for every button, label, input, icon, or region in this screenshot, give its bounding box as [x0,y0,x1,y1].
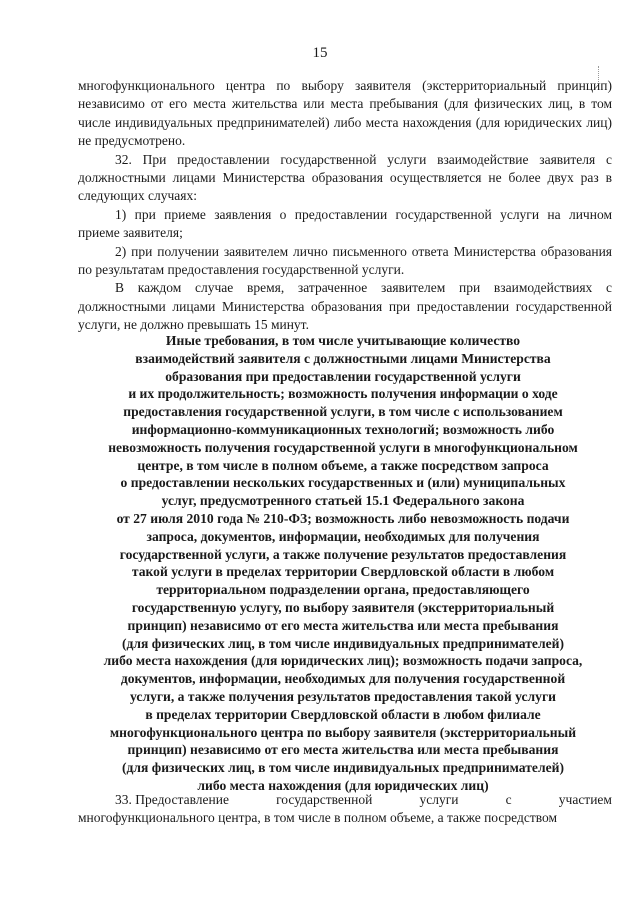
heading-line: взаимодействий заявителя с должностными лицами Министерства [135,350,551,366]
heading-line: либо места нахождения (для юридических лиц) [197,777,489,793]
heading-line: либо места нахождения (для юридических лиц); возможность подачи запроса, [103,653,583,669]
clause-33-line-2: многофункционального центра, в том числе в полном объеме, а также посредством [78,810,558,826]
heading-line: невозможность получения государственной услуги в многофункциональном [108,439,578,455]
body-text [78,77,612,335]
heading-line: такой услуги в пределах территории Свердловской области в любом [131,564,555,580]
heading-line: государственной услуги, а также получение результатов предоставления [119,546,567,562]
clause-33-word: с [505,792,512,807]
heading-line: государственную услугу, по выбору заявителя (экстерриториальный [131,599,555,615]
heading-line: (для физических лиц, в том числе индивидуальных предпринимателей) [122,760,564,776]
clause-33-line-1 [78,791,612,809]
heading-line: запроса, документов, информации, необходимых для получения [146,528,540,544]
clause-32-paragraph: 32. При предоставлении государственной услуги взаимодействие заявителя с должностными лицами Министерства образования осуществляется не более двух раз в следующих случаях: [78,151,612,204]
heading-line: о предоставлении нескольких государственных и (или) муниципальных [120,475,566,491]
heading-line: предоставления государственной услуги, в том числе с использованием [123,404,563,420]
clause-33-word: услуги [419,792,459,807]
heading-line: и их продолжительность; возможность получения информации о ходе [128,386,558,402]
clause-33 [78,791,612,828]
page-number: 15 [312,45,328,61]
heading-line: образования при предоставлении государственной услуги [165,368,521,384]
clause-32-time-note: В каждом случае время, затраченное заявителем при взаимодействиях с должностными лицами Министерства образования при предоставлении государственной услуги, не должно превышать 15 минут. [78,280,612,333]
heading-line: многофункционального центра по выбору заявителя (экстерриториальный [109,724,577,740]
heading-line: информационно-коммуникационных технологий; возможность либо [131,421,555,437]
heading-line: территориальном подразделении органа, предоставляющего [156,582,530,598]
heading-line: в пределах территории Свердловской области в любом филиале [145,706,541,722]
heading-line: документов, информации, необходимых для получения государственной [120,671,566,687]
clause-32-item-2: 2) при получении заявителем лично письменного ответа Министерства образования по результатам предоставления государственной услуги. [78,243,612,278]
heading-line: услуг, предусмотренного статьей 15.1 Федерального закона [161,493,525,509]
heading-line: Иные требования, в том числе учитывающие количество [165,333,521,348]
heading-line: (для физических лиц, в том числе индивидуальных предпринимателей) [122,635,564,651]
heading-line: от 27 июля 2010 года № 210-ФЗ; возможность либо невозможность подачи [116,510,570,526]
clause-33-word: участием [558,792,612,807]
heading-line: принцип) независимо от его места жительства или места пребывания [127,617,559,633]
heading-line: принцип) независимо от его места жительства или места пребывания [127,742,559,758]
clause-33-word: государственной [276,792,373,807]
heading-line: центре, в том числе в полном объеме, а также посредством запроса [137,457,549,473]
intro-paragraph: многофункционального центра по выбору заявителя (экстерриториальный принцип) независимо от его места жительства или места пребывания (для физических лиц, в том числе индивидуальных предпринимателей) либо места нахождения (для юридических лиц) не предусмотрено. [78,78,612,149]
heading-line: услуги, а также получения результатов предоставления такой услуги [130,688,556,704]
section-heading [70,332,616,795]
clause-32-item-1: 1) при приеме заявления о предоставлении государственной услуги на личном приеме заявителя; [78,206,612,241]
clause-33-word: 33. Предоставление [115,792,229,807]
